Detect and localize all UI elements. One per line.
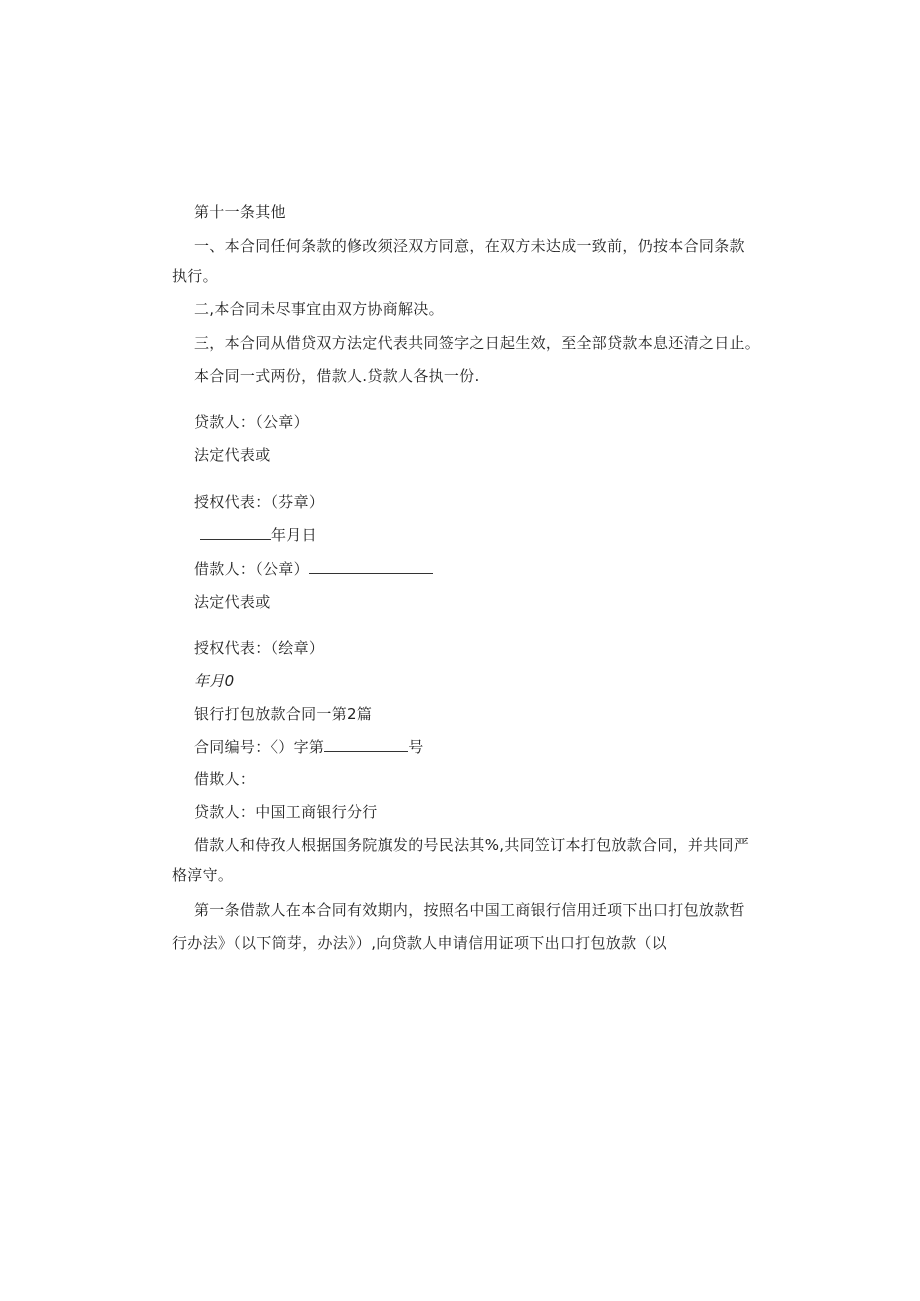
clause-1-line-2: 执行。 — [172, 267, 218, 285]
clause-3: 三，本合同从借贷双方法定代表共同签字之日起生效，至全部贷款本息还清之日止。 — [194, 334, 761, 352]
borrower-2-label: 借欺人： — [194, 770, 256, 788]
authorized-representative-1: 授权代表：（芬章） — [194, 493, 325, 511]
article-1-line-2: 行办法》（以下筒芽，办法》）,向贷款人申请信用证项下出口打包放款（以 — [172, 934, 667, 952]
date-blank-1 — [200, 525, 271, 540]
date-label-1: 年月日 — [271, 526, 317, 544]
borrower-seal-label: 借款人：（公章） — [194, 560, 309, 578]
contract-number-suffix: 号 — [408, 738, 424, 756]
clause-2: 二,本合同未尽事宜由双方协商解决。 — [194, 300, 444, 318]
contract-number-blank — [324, 737, 408, 752]
contract-number-line — [194, 737, 424, 757]
article-11-title: 第十一条其他 — [194, 203, 286, 221]
article-1-line-1: 第一条借款人在本合同有效期内，按照名中国工商银行信用迁项下出口打包放款哲 — [194, 901, 745, 919]
date-line-1 — [200, 525, 317, 545]
authorized-representative-2: 授权代表：（绘章） — [194, 639, 325, 657]
copies-statement: 本合同一式两份，借款人.贷款人各执一份. — [194, 367, 480, 385]
date-line-2: 年月0 — [194, 672, 235, 690]
borrower-signature-blank — [309, 559, 433, 574]
contract-number-prefix: 合同编号：〈）字第 — [194, 738, 325, 756]
legal-representative-1: 法定代表或 — [194, 446, 271, 464]
intro-line-1: 借款人和侍孜人根据国务院旗发的号民法其%,共同笠订本打包放款合同，并共同严 — [194, 836, 750, 854]
lender-2-label: 贷款人：中国工商银行分行 — [194, 803, 378, 821]
borrower-seal-line — [194, 559, 433, 579]
intro-line-2: 格淳守。 — [172, 866, 234, 884]
clause-1-line-1: 一、本合同任何条款的修改须泾双方同意，在双方未达成一致前，仍按本合同条款 — [194, 237, 745, 255]
legal-representative-2: 法定代表或 — [194, 593, 271, 611]
article-2-title: 银行打包放款合同一第2篇 — [194, 705, 373, 723]
lender-seal-label: 贷款人：（公章） — [194, 413, 309, 431]
